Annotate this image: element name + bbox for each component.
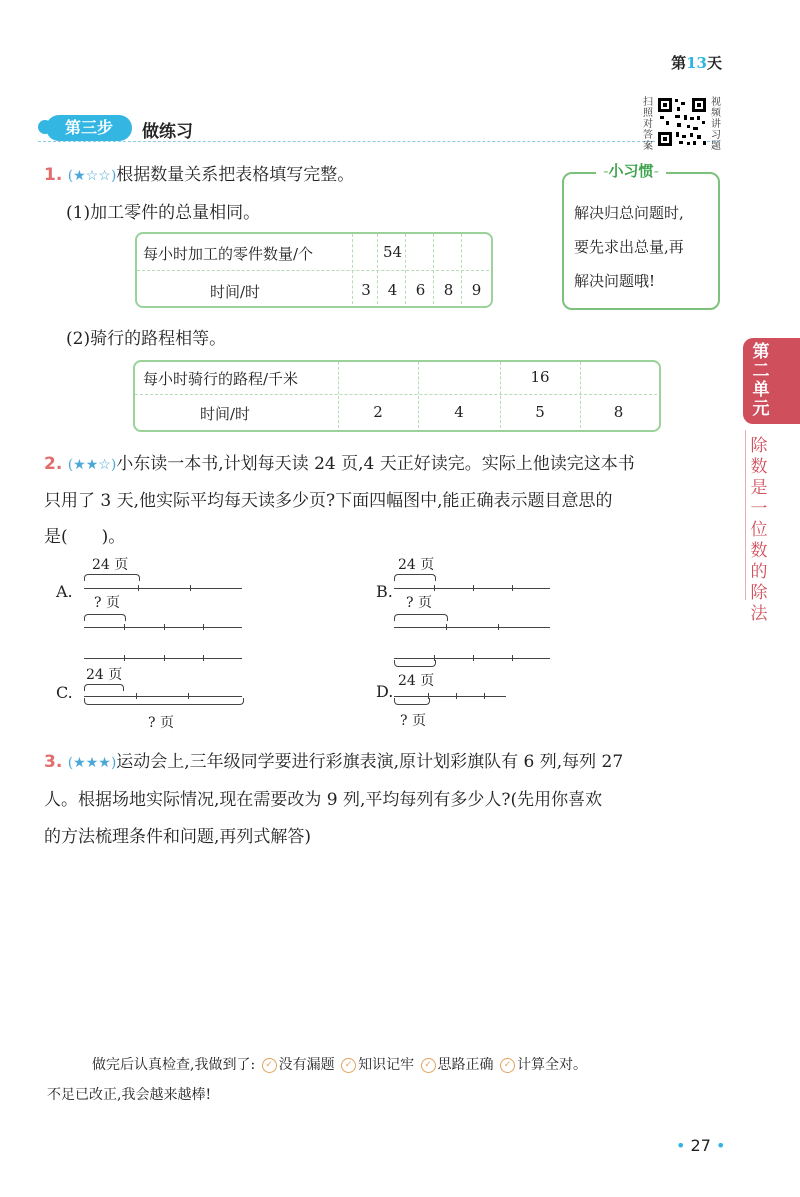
tick <box>138 585 139 591</box>
table-2-cell: 2 <box>373 403 383 421</box>
diagram-c[interactable] <box>56 652 250 732</box>
unit-tab-label: 第二单元 <box>752 342 770 419</box>
unit-topic-label: 除数是一位数的除法 <box>750 436 768 624</box>
bar <box>394 588 550 589</box>
q3-number: 3. <box>44 752 63 772</box>
diagram-d[interactable] <box>376 652 566 732</box>
check-circle-icon[interactable]: ✓ <box>262 1058 277 1073</box>
tip-title: -小习惯- <box>596 160 666 182</box>
table-2-row2-label: 时间/时 <box>200 405 251 423</box>
table-1-cell: 8 <box>443 281 454 299</box>
step-title: 做练习 <box>142 122 193 142</box>
q1-number: 1. <box>44 165 63 185</box>
qr-left-caption: 扫照对答案 <box>643 97 653 152</box>
page-number: • 27 • <box>676 1136 726 1155</box>
tick <box>473 655 474 661</box>
table-1-col-divider <box>405 234 406 304</box>
table-2-cell[interactable]: 16 <box>530 368 550 386</box>
q1-prompt <box>44 160 354 185</box>
checklist-item: 知识记牢 <box>358 1057 415 1073</box>
q3-prompt <box>44 747 623 772</box>
tip-line: 解决归总问题时, <box>574 204 684 222</box>
checklist-item: 思路正确 <box>437 1057 494 1073</box>
bar <box>84 588 242 589</box>
table-1-cell[interactable]: 54 <box>382 243 403 261</box>
tip-line: 要先求出总量,再 <box>574 238 684 256</box>
label-24-pages: 24 页 <box>92 557 129 573</box>
tick <box>164 655 165 661</box>
diagram-a[interactable] <box>56 552 250 632</box>
tick <box>512 585 513 591</box>
brace <box>84 574 140 581</box>
q3-line: 的方法梳理条件和问题,再列式解答) <box>44 827 312 847</box>
table-2-cell: 8 <box>613 403 624 421</box>
qr-code-icon[interactable] <box>657 97 707 147</box>
table-2-cell: 4 <box>454 403 464 421</box>
qr-right-caption: 视频讲习题 <box>711 97 721 152</box>
option-b-label: B. <box>376 582 393 601</box>
header-divider <box>38 141 720 142</box>
table-1-cell: 3 <box>361 281 371 299</box>
tick <box>498 624 499 630</box>
bar <box>394 696 506 697</box>
checklist <box>92 1054 587 1074</box>
q3-line: 人。根据场地实际情况,现在需要改为 9 列,平均每列有多少人?(先用你喜欢 <box>44 790 603 810</box>
checklist-line2: 不足已改正,我会越来越棒! <box>47 1087 212 1103</box>
brace <box>84 698 244 705</box>
diagram-b[interactable] <box>376 552 566 632</box>
tick <box>484 693 485 699</box>
tip-dash-right: - <box>653 162 659 180</box>
table-1-row-divider <box>137 270 489 271</box>
brace <box>394 660 436 667</box>
bar <box>394 658 550 659</box>
label-unknown-pages: ? 页 <box>400 713 426 729</box>
brace <box>394 614 448 621</box>
tick <box>203 624 204 630</box>
option-c-label: C. <box>56 683 73 702</box>
difficulty-stars: (★☆☆) <box>67 168 117 184</box>
table-1-cell: 6 <box>415 281 426 299</box>
checklist-item: 计算全对。 <box>516 1057 587 1073</box>
q2-prompt <box>44 449 635 474</box>
tick <box>434 585 435 591</box>
table-1-row2-label: 时间/时 <box>210 283 261 301</box>
page-dot: • <box>676 1136 691 1155</box>
option-a-label: A. <box>56 582 73 601</box>
q1-part1: (1)加工零件的总量相同。 <box>66 203 261 223</box>
label-unknown-pages: ? 页 <box>148 715 174 731</box>
checklist-item: 没有漏题 <box>278 1057 335 1073</box>
brace <box>84 684 124 691</box>
tip-line: 解决问题哦! <box>574 272 656 290</box>
table-1-col-divider <box>352 234 353 304</box>
label-24-pages: 24 页 <box>86 667 123 683</box>
q2-number: 2. <box>44 454 63 474</box>
bar <box>84 696 242 697</box>
tip-dash-left: - <box>603 162 609 180</box>
q2-line: 只用了 3 天,他实际平均每天读多少页?下面四幅图中,能正确表示题目意思的 <box>44 491 613 511</box>
option-d-label: D. <box>376 682 394 701</box>
bar <box>84 627 242 628</box>
q3-line: 运动会上,三年级同学要进行彩旗表演,原计划彩旗队有 6 列,每列 27 <box>116 752 624 772</box>
tick <box>473 585 474 591</box>
tick <box>456 693 457 699</box>
tab-divider <box>745 430 746 600</box>
label-unknown-pages: ? 页 <box>406 595 432 611</box>
page-dot: • <box>710 1136 726 1155</box>
table-1-cell: 9 <box>471 281 482 299</box>
tick <box>203 655 204 661</box>
bar <box>84 658 242 659</box>
check-circle-icon[interactable]: ✓ <box>500 1058 515 1073</box>
label-24-pages: 24 页 <box>398 673 435 689</box>
difficulty-stars: (★★★) <box>67 755 117 771</box>
table-1-cell: 4 <box>387 281 398 299</box>
tick <box>512 655 513 661</box>
brace <box>394 574 436 581</box>
label-24-pages: 24 页 <box>398 557 435 573</box>
label-unknown-pages: ? 页 <box>94 595 120 611</box>
table-2-cell: 5 <box>535 403 545 421</box>
step-badge: 第三步 <box>46 115 132 141</box>
table-1-col-divider <box>461 234 462 304</box>
difficulty-stars: (★★☆) <box>67 457 117 473</box>
tick <box>190 585 191 591</box>
tick <box>124 655 125 661</box>
table-1-row1-label: 每小时加工的零件数量/个 <box>143 245 314 263</box>
q2-line: 是( )。 <box>44 527 126 547</box>
table-1-col-divider <box>377 234 378 304</box>
q1-text: 根据数量关系把表格填写完整。 <box>116 165 355 185</box>
q2-line: 小东读一本书,计划每天读 24 页,4 天正好读完。实际上他读完这本书 <box>116 454 635 474</box>
brace <box>84 614 126 621</box>
check-circle-icon[interactable]: ✓ <box>341 1058 356 1073</box>
table-2-row1-label: 每小时骑行的路程/千米 <box>143 370 299 388</box>
table-1-col-divider <box>433 234 434 304</box>
tick <box>124 624 125 630</box>
tick <box>164 624 165 630</box>
brace <box>394 698 430 705</box>
table-2-row-divider <box>135 394 657 395</box>
bar <box>394 627 550 628</box>
check-circle-icon[interactable]: ✓ <box>421 1058 436 1073</box>
tick <box>446 624 447 630</box>
tip-text <box>574 196 714 298</box>
checklist-prefix: 做完后认真检查,我做到了: <box>92 1057 256 1073</box>
q1-part2: (2)骑行的路程相等。 <box>66 329 227 349</box>
day-label: 第13天 <box>671 54 722 72</box>
